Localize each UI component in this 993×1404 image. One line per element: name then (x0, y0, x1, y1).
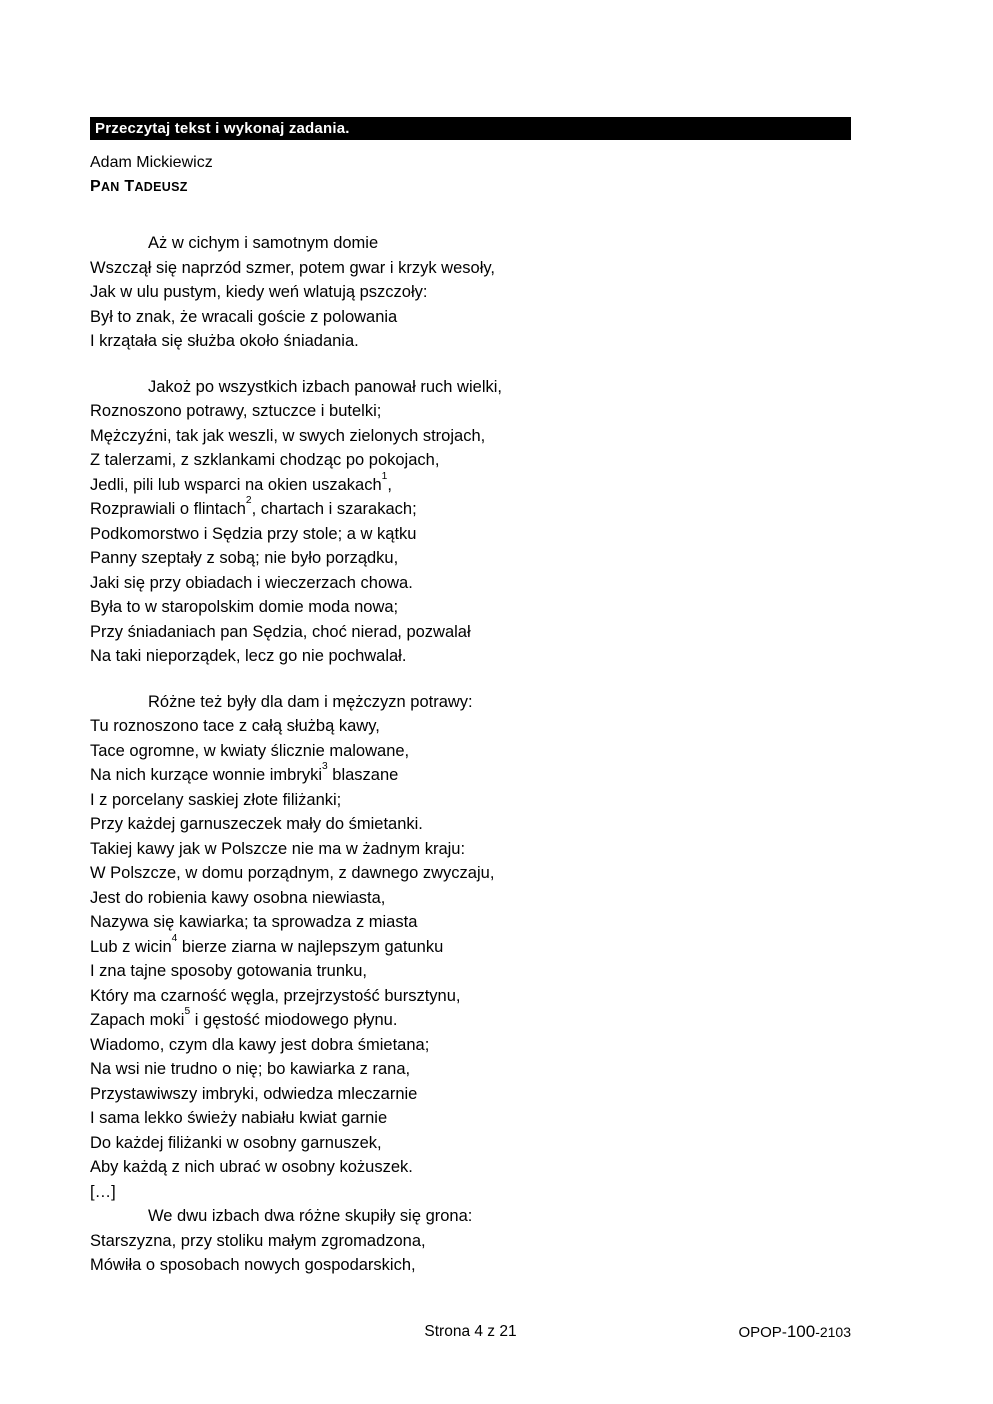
poem-line: Na wsi nie trudno o nię; bo kawiarka z rana, (90, 1060, 411, 1078)
poem-line: Nazywa się kawiarka; ta sprowadza z miasta (90, 913, 418, 931)
poem-line: Takiej kawy jak w Polszcze nie ma w żadnym kraju: (90, 839, 466, 858)
poem-line: Wszczął się naprzód szmer, potem gwar i krzyk wesoły, (90, 258, 495, 277)
poem-line: I zna tajne sposoby gotowania trunku, (90, 962, 368, 980)
poem-line: Jaki się przy obiadach i wieczerzach chowa. (90, 573, 413, 592)
poem-line: Starszyzna, przy stoliku małym zgromadzona, (90, 1231, 426, 1250)
poem-line: Mężczyźni, tak jak weszli, w swych zielonych strojach, (90, 426, 486, 445)
stanza (90, 231, 851, 354)
poem-line: Tu roznoszono tace z całą służbą kawy, (90, 717, 380, 735)
work-title: PAN TADEUSZ (90, 178, 188, 195)
poem-line: I krzątała się służba około śniadania. (90, 332, 359, 350)
poem-line: Lub z wicin$^4$ bierze ziarna w najlepszym gatunku (90, 932, 444, 956)
poem-line: W Polszcze, w domu porządnym, z dawnego zwyczaju, (90, 864, 495, 882)
poem-line: Przy śniadaniach pan Sędzia, choć nierad, pozwalał (90, 622, 471, 641)
poem-line: Z talerzami, z szklankami chodząc po pokojach, (90, 451, 440, 469)
poem-line: Różne też były dla dam i mężczyzn potrawy: (148, 692, 473, 711)
poem-line: Jedli, pili lub wsparci na okien uszakach$^1$, (90, 470, 392, 494)
footnote-superscript: 3 (322, 761, 328, 773)
footnote-superscript: 4 (171, 932, 178, 944)
poem-line: Na taki nieporządek, lecz go nie pochwalał. (90, 647, 407, 665)
poem-line: Tace ogromne, w kwiaty ślicznie malowane, (90, 741, 410, 760)
booklet-code-suffix: -2103 (815, 1324, 851, 1340)
poem-line: We dwu izbach dwa różne skupiły się grona: (148, 1207, 473, 1225)
author-name: Adam Mickiewicz (90, 154, 213, 171)
footnote-superscript: 1 (381, 470, 388, 482)
poem-line: Jak w ulu pustym, kiedy weń wlatują pszczoły: (90, 283, 428, 301)
page-number: Strona 4 z 21 (424, 1323, 517, 1340)
poem-line: Jest do robienia kawy osobna niewiasta, (90, 888, 386, 907)
footnote-superscript: 5 (184, 1006, 191, 1018)
task-instruction-banner: Przeczytaj tekst i wykonaj zadania. (90, 117, 851, 140)
poem-line: Roznoszono potrawy, sztuczce i butelki; (90, 402, 382, 420)
booklet-code-mid: 100 (786, 1322, 816, 1341)
poem-line: Mówiła o sposobach nowych gospodarskich, (90, 1256, 416, 1274)
poem-line: […] (90, 1182, 116, 1201)
poem-line: Jakoż po wszystkich izbach panował ruch wielki, (148, 377, 502, 396)
poem-line: I sama lekko świeży nabiału kwiat garnie (90, 1109, 388, 1127)
poem-line: Aż w cichym i samotnym domie (148, 234, 379, 252)
poem (90, 231, 851, 1278)
poem-line: Przy każdej garnuszeczek mały do śmietanki. (90, 815, 423, 833)
stanza (90, 690, 851, 1278)
poem-line: Panny szeptały z sobą; nie było porządku, (90, 549, 399, 567)
poem-line: Przystawiwszy imbryki, odwiedza mleczarnie (90, 1084, 418, 1103)
poem-line: Na nich kurzące wonnie imbryki$^3$ blaszane (90, 761, 399, 784)
poem-line: Który ma czarność węgla, przejrzystość bursztynu, (90, 986, 461, 1005)
booklet-code (738, 1322, 851, 1342)
footnote-superscript: 2 (245, 495, 252, 507)
stanza (90, 375, 851, 669)
booklet-code-prefix: OPOP- (738, 1324, 787, 1341)
poem-line: Wiadomo, czym dla kawy jest dobra śmietana; (90, 1035, 430, 1054)
page-content (90, 0, 851, 1278)
poem-line: Był to znak, że wracali goście z polowania (90, 307, 398, 326)
poem-line: Rozprawiali o flintach$^2$, chartach i szarakach; (90, 495, 417, 518)
poem-line: Była to w staropolskim domie moda nowa; (90, 598, 399, 616)
poem-line: Podkomorstwo i Sędzia przy stole; a w kątku (90, 524, 417, 543)
poem-line: Zapach moki$^5$ i gęstość miodowego płynu. (90, 1006, 398, 1029)
poem-line: I z porcelany saskiej złote filiżanki; (90, 790, 342, 809)
poem-line: Aby każdą z nich ubrać w osobny kożuszek. (90, 1158, 413, 1176)
poem-line: Do każdej filiżanki w osobny garnuszek, (90, 1133, 382, 1152)
